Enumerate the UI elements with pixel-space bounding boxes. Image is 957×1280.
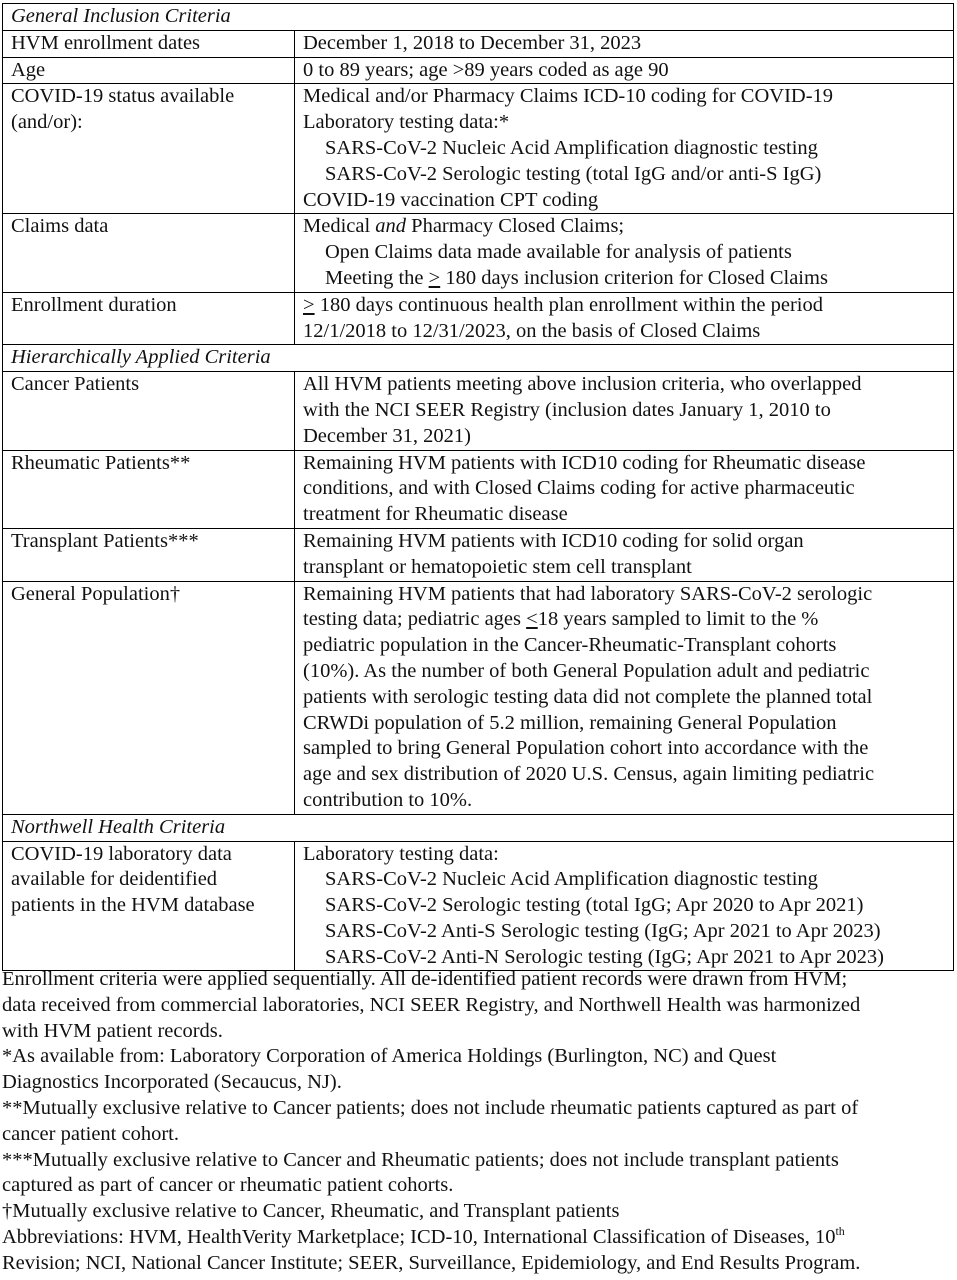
row-value: Remaining HVM patients with ICD10 coding for solid organ transplant or hematopoietic stem cell transplant [295, 528, 954, 581]
row-label: Transplant Patients*** [3, 528, 295, 581]
footnote-line: *As available from: Laboratory Corporation of America Holdings (Burlington, NC) and Quest [2, 1045, 777, 1068]
table-footnotes [2, 967, 955, 1277]
row-value: Laboratory testing data: SARS-CoV-2 Nucleic Acid Amplification diagnostic testing SARS-CoV-2 Serologic testing (total IgG; Apr 2020 to Apr 2021) SARS-CoV-2 Anti-S Serologic testing (IgG; Apr 2021 to Apr 2023) SARS-CoV-2 Anti-N Serologic testing (IgG; Apr 2021 to Apr 2023) [295, 841, 954, 971]
row-label: Rheumatic Patients** [3, 450, 295, 528]
row-label: Enrollment duration [3, 292, 295, 345]
table-row [3, 30, 954, 57]
table-row-cancer [3, 372, 954, 450]
table-row-northwell [3, 841, 954, 971]
table-row-rheumatic [3, 450, 954, 528]
abbreviations-line: Revision; NCI, National Cancer Institute; SEER, Surveillance, Epidemiology, and End Results Program. [2, 1251, 861, 1274]
table-row-claims [3, 214, 954, 292]
table-row [3, 57, 954, 84]
abbreviations-line: Abbreviations: HVM, HealthVerity Marketplace; ICD-10, International Classification of Diseases, 10th [2, 1223, 845, 1248]
footnote-line: captured as part of cancer or rheumatic patient cohorts. [2, 1174, 454, 1197]
footnote-line: data received from commercial laboratories, NCI SEER Registry, and Northwell Health was harmonized [2, 993, 861, 1016]
footnote-line: Enrollment criteria were applied sequentially. All de-identified patient records were drawn from HVM; [2, 968, 848, 990]
row-label: Age [3, 57, 295, 84]
criteria-table [2, 3, 954, 971]
row-label: Claims data [3, 214, 295, 292]
row-value: December 1, 2018 to December 31, 2023 [295, 30, 954, 57]
row-value: All HVM patients meeting above inclusion criteria, who overlapped with the NCI SEER Registry (inclusion dates January 1, 2010 to December 31, 2021) [295, 372, 954, 450]
row-label: Cancer Patients [3, 372, 295, 450]
row-label: HVM enrollment dates [3, 30, 295, 57]
table-row-covid-status [3, 84, 954, 214]
footnote-line: **Mutually exclusive relative to Cancer patients; does not include rheumatic patients captured as part of [2, 1096, 859, 1119]
row-value: Remaining HVM patients with ICD10 coding for Rheumatic disease conditions, and with Closed Claims coding for active pharmaceutic treatment for Rheumatic disease [295, 450, 954, 528]
row-label: General Population† [3, 581, 295, 814]
footnote-line: cancer patient cohort. [2, 1122, 180, 1145]
footnote-line: †Mutually exclusive relative to Cancer, Rheumatic, and Transplant patients [2, 1200, 620, 1223]
row-value: Medical and/or Pharmacy Claims ICD-10 coding for COVID-19 Laboratory testing data:* SARS-CoV-2 Nucleic Acid Amplification diagnostic testing SARS-CoV-2 Serologic testing (total IgG and/or anti-S IgG) COVID-19 vaccination CPT coding [295, 84, 954, 214]
row-value: 0 to 89 years; age >89 years coded as age 90 [295, 57, 954, 84]
table-row-transplant [3, 528, 954, 581]
section-heading-hierarchical: Hierarchically Applied Criteria [3, 345, 954, 372]
section-heading-northwell: Northwell Health Criteria [3, 814, 954, 841]
footnote-line: with HVM patient records. [2, 1019, 223, 1042]
section-row [3, 4, 954, 31]
section-row [3, 345, 954, 372]
section-row [3, 814, 954, 841]
row-label: COVID-19 laboratory data available for deidentified patients in the HVM database [3, 841, 295, 971]
section-heading-general: General Inclusion Criteria [3, 4, 954, 31]
table-row-enrollment [3, 292, 954, 345]
footnote-line: ***Mutually exclusive relative to Cancer and Rheumatic patients; does not include transplant patients [2, 1148, 839, 1171]
row-value: > 180 days continuous health plan enrollment within the period 12/1/2018 to 12/31/2023, on the basis of Closed Claims [295, 292, 954, 345]
row-label: COVID-19 status available (and/or): [3, 84, 295, 214]
table-row-general-population [3, 581, 954, 814]
footnote-line: Diagnostics Incorporated (Secaucus, NJ). [2, 1071, 342, 1094]
row-value: Remaining HVM patients that had laboratory SARS-CoV-2 serologic testing data; pediatric ages <18 years sampled to limit to the % pediatric population in the Cancer-Rheumatic-Transplant cohorts (10%). As the number of both General Population adult and pediatric patients with serologic testing data did not complete the planned total CRWDi population of 5.2 million, remaining General Population sampled to bring General Population cohort into accordance with the age and sex distribution of 2020 U.S. Census, again limiting pediatric contribution to 10%. [295, 581, 954, 814]
row-value: Medical and Pharmacy Closed Claims; Open Claims data made available for analysis of patients Meeting the > 180 days inclusion criterion for Closed Claims [295, 214, 954, 292]
